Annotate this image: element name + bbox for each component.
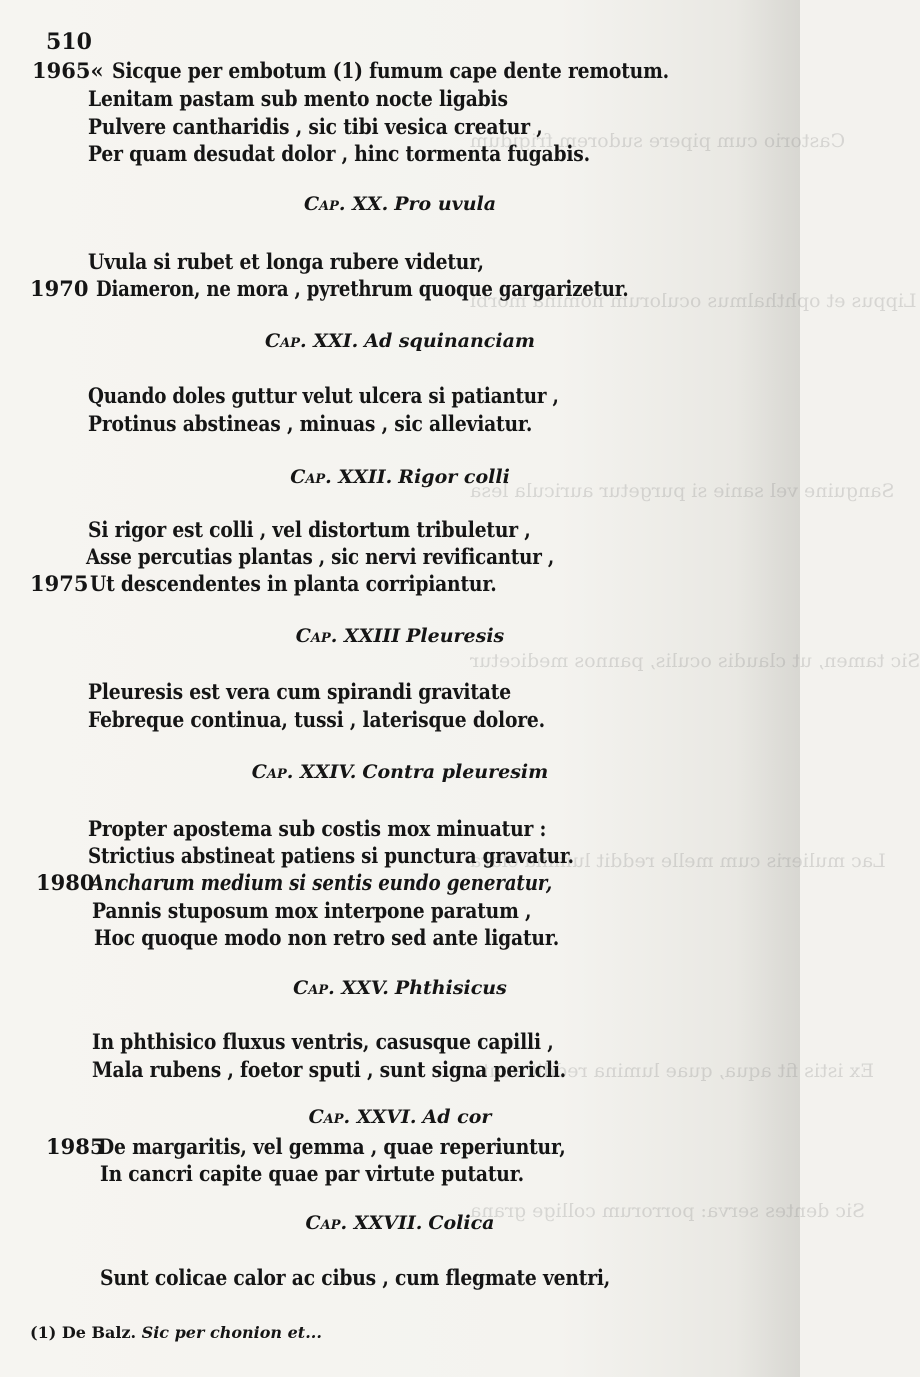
chapter-title: Pleuresis <box>406 625 505 647</box>
verse-line: Lenitam pastam sub mento nocte ligabis <box>88 86 508 111</box>
footnote-mark: (1) De Balz. <box>30 1323 137 1342</box>
chapter-heading <box>0 977 800 999</box>
show-through-text: Sic dentes serva: porrorum collige grana <box>470 1200 866 1222</box>
verse-line: Pulvere cantharidis , sic tibi vesica creatur , <box>88 114 543 139</box>
verse-line: Sunt colicae calor ac cibus , cum flegmate ventri, <box>100 1265 611 1290</box>
line-number: 1965« <box>32 58 104 83</box>
verse-line: Strictius abstineat patiens si punctura gravatur. <box>88 843 574 868</box>
chapter-title: Rigor colli <box>398 466 510 488</box>
chapter-title: Contra pleuresim <box>362 761 549 783</box>
verse-line: Mala rubens , foetor sputi , sunt signa pericli. <box>92 1057 567 1082</box>
verse-line: Ancharum medium si sentis eundo generatur, <box>90 870 553 895</box>
chapter-heading <box>0 193 800 215</box>
verse-line: Febreque continua, tussi , laterisque dolore. <box>88 707 545 732</box>
chapter-title: Phthisicus <box>394 977 507 999</box>
verse-line: Propter apostema sub costis mox minuatur : <box>88 816 547 841</box>
chapter-number: Cap. XXIII <box>295 625 401 647</box>
footnote <box>30 1323 322 1342</box>
chapter-number: Cap. XXIV. <box>251 761 357 783</box>
chapter-number: Cap. XXI. <box>265 330 359 352</box>
chapter-number: Cap. XXVI. <box>308 1106 417 1128</box>
line-number: 1975 <box>30 571 89 596</box>
chapter-heading <box>0 466 800 488</box>
verse-line: Ut descendentes in planta corripiantur. <box>90 571 497 596</box>
show-through-text: Lac mulieris cum melle reddit lumina clara <box>470 850 886 872</box>
show-through-text: Lippus et ophthalmus oculorum nomina morbi <box>470 290 917 312</box>
chapter-number: Cap. XX. <box>303 193 389 215</box>
page-number: 510 <box>46 29 92 55</box>
show-through-text: Ex istis fit aqua, quae lumina reddit acuta <box>470 1060 875 1082</box>
verse-line: Uvula si rubet et longa rubere videtur, <box>88 249 484 274</box>
verse-line: Si rigor est colli , vel distortum tribuletur , <box>88 517 531 542</box>
chapter-title: Ad cor <box>422 1106 492 1128</box>
chapter-heading <box>0 1106 800 1128</box>
verse-line: Sicque per embotum (1) fumum cape dente remotum. <box>112 58 670 83</box>
verse-line: Protinus abstineas , minuas , sic alleviatur. <box>88 411 533 436</box>
verse-line: Asse percutias plantas , sic nervi revificantur , <box>86 544 555 569</box>
chapter-number: Cap. XXII. <box>290 466 393 488</box>
line-number: 1980 <box>36 870 95 895</box>
verse-line: Pannis stuposum mox interpone paratum , <box>92 898 532 923</box>
verse-line: De margaritis, vel gemma , quae reperiuntur, <box>98 1134 566 1159</box>
chapter-title: Pro uvula <box>394 193 497 215</box>
chapter-title: Colica <box>428 1212 495 1234</box>
chapter-number: Cap. XXV. <box>293 977 389 999</box>
verse-line: Hoc quoque modo non retro sed ante ligatur. <box>94 925 560 950</box>
verse-line: In phthisico fluxus ventris, casusque capilli , <box>92 1029 554 1054</box>
show-through-text: Sic tamen, ut claudis oculis, pannos medicetur <box>470 650 920 672</box>
chapter-heading <box>0 1212 800 1234</box>
show-through-text: Castorio cum pipere sudorem frigidum <box>470 130 846 152</box>
chapter-number: Cap. XXVII. <box>305 1212 423 1234</box>
verse-line: Diameron, ne mora , pyrethrum quoque gargarizetur. <box>96 276 629 301</box>
chapter-heading <box>0 330 800 352</box>
footnote-text: Sic per chonion et... <box>141 1323 322 1342</box>
chapter-heading <box>0 761 800 783</box>
line-number: 1970 <box>30 276 89 301</box>
verse-line: Per quam desudat dolor , hinc tormenta fugabis. <box>88 141 590 166</box>
line-number: 1985 <box>46 1134 105 1159</box>
verse-line: Pleuresis est vera cum spirandi gravitate <box>88 679 511 704</box>
chapter-title: Ad squinanciam <box>364 330 535 352</box>
verse-line: Quando doles guttur velut ulcera si patiantur , <box>88 383 559 408</box>
verse-line: In cancri capite quae par virtute putatur. <box>100 1161 524 1186</box>
show-through-text: Sanguine vel sanie si purgetur auricula lesa <box>470 480 895 502</box>
chapter-heading <box>0 625 800 647</box>
